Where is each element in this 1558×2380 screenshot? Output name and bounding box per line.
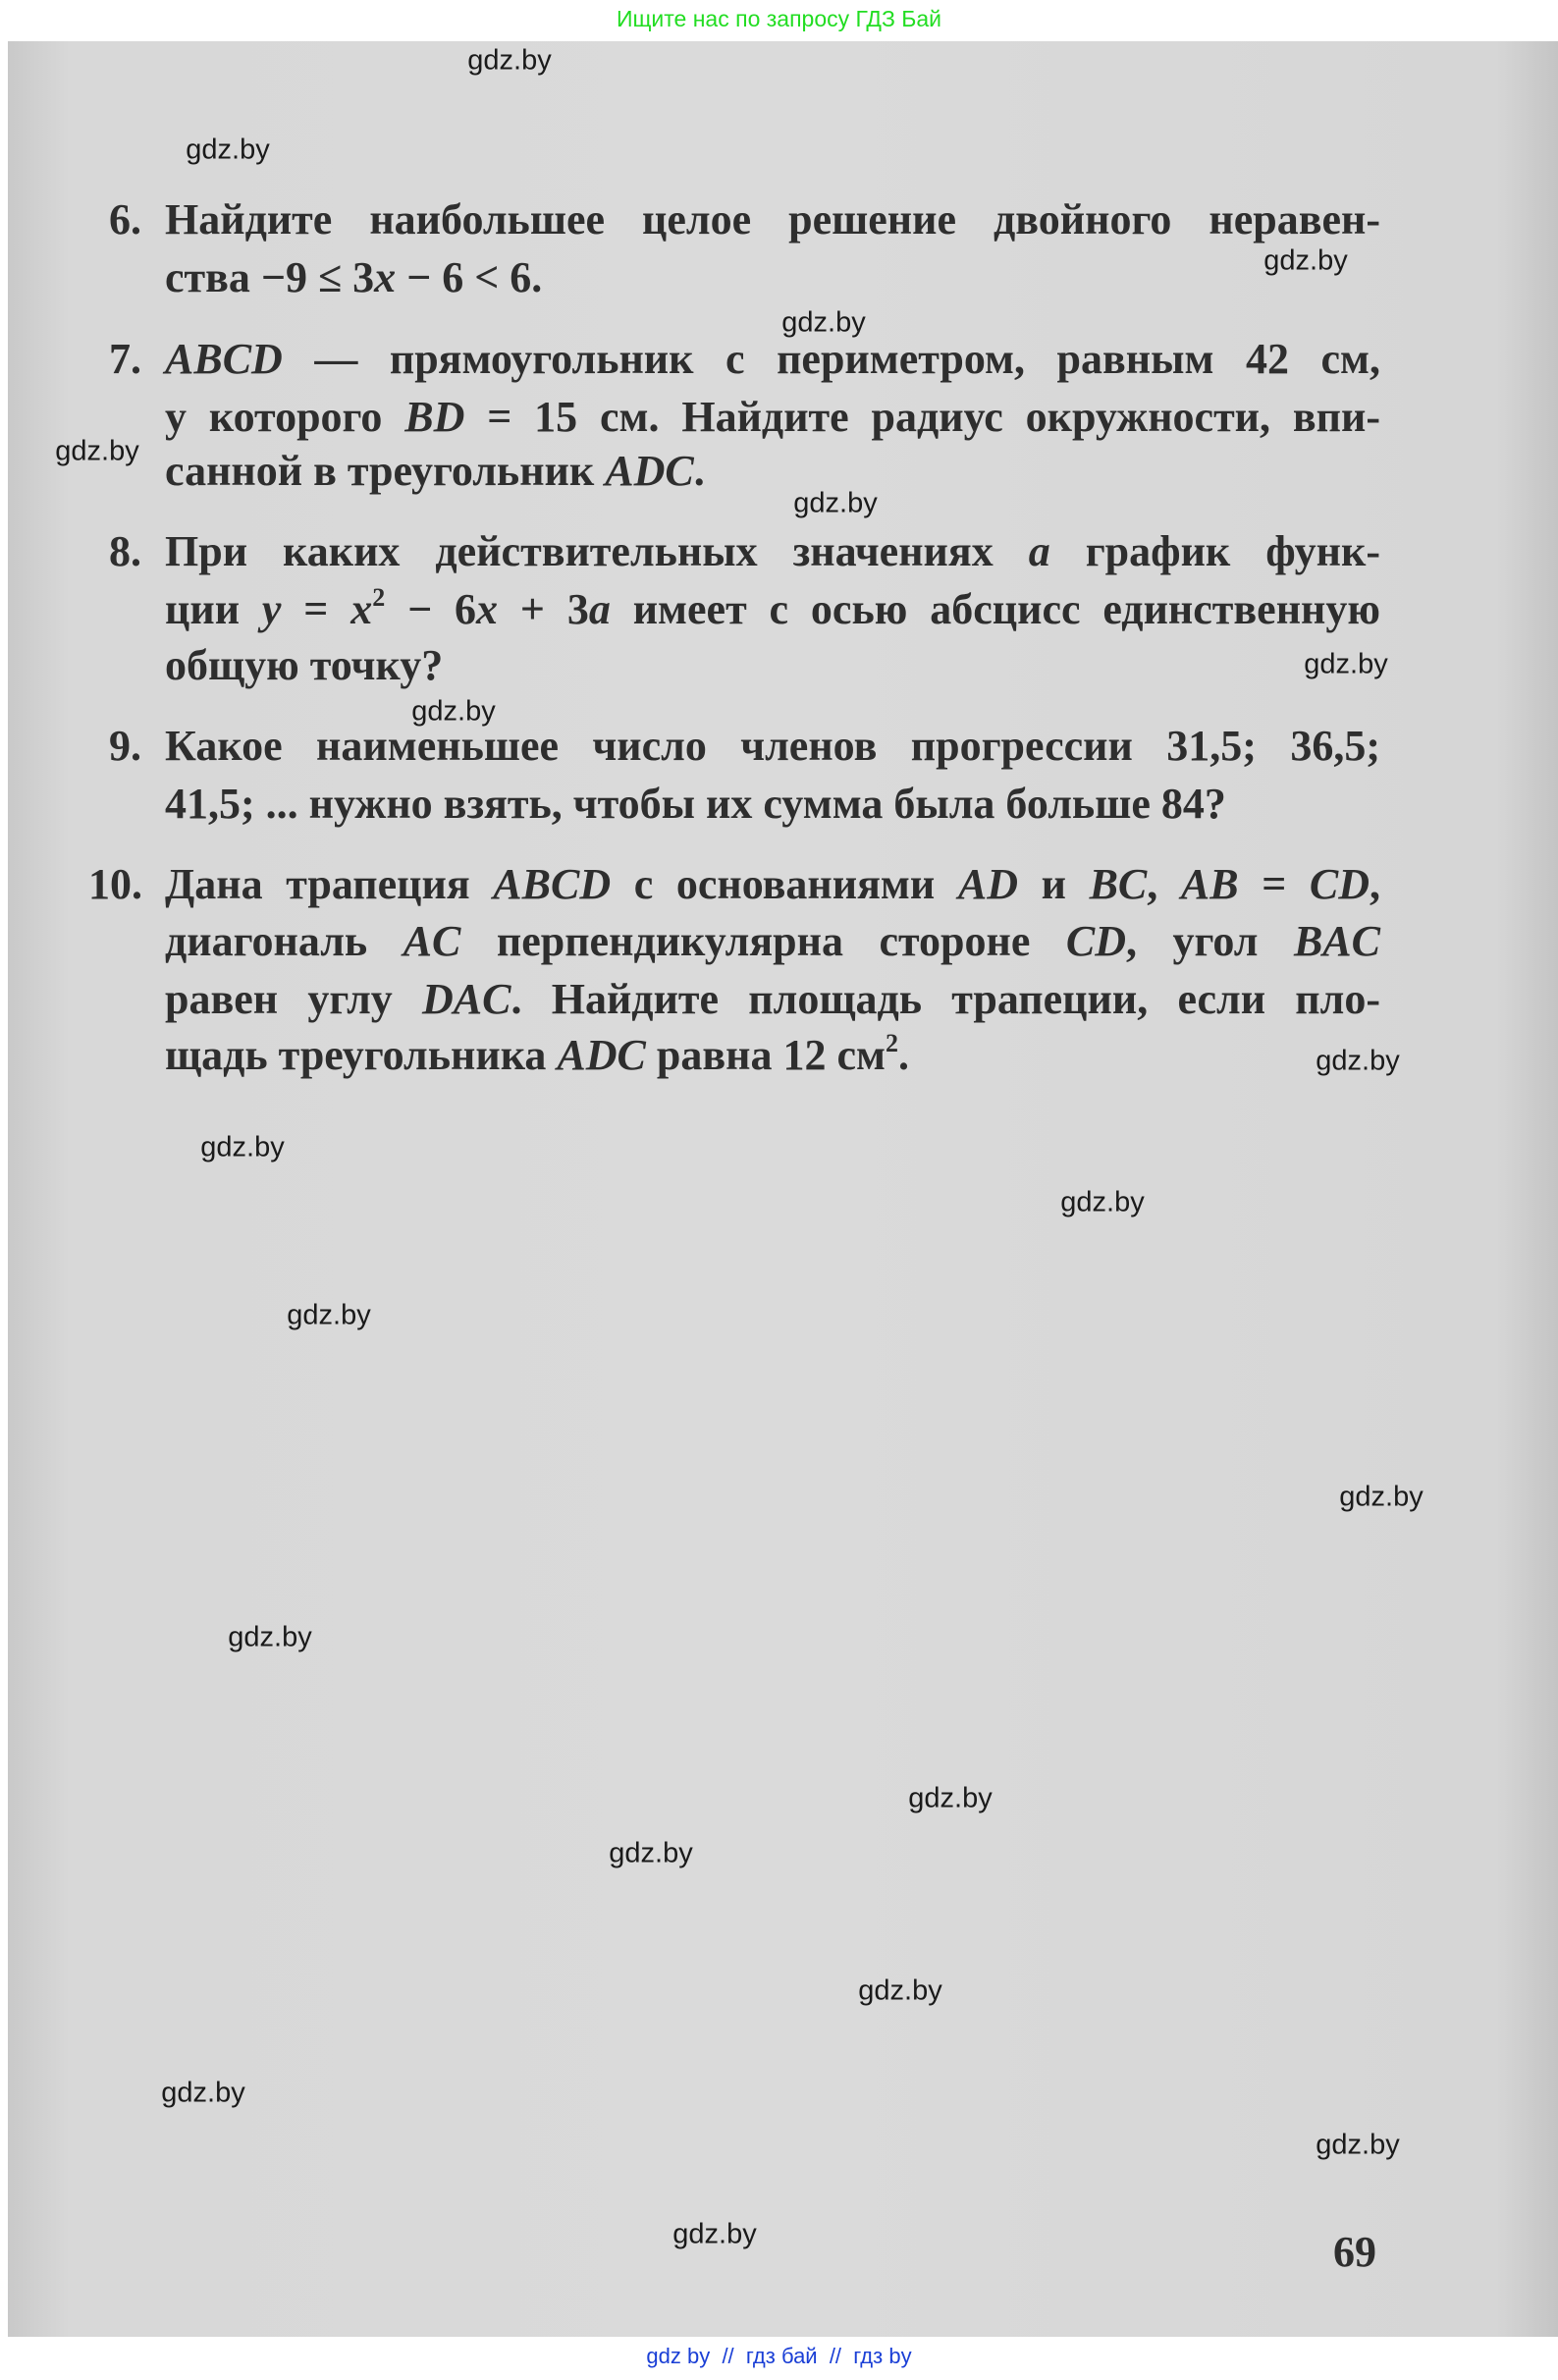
math-variable: AB [1180, 860, 1239, 908]
watermark-text: gdz.by [793, 487, 878, 519]
text-segment: . Найдите площадь трапеции, если пло- [510, 975, 1380, 1023]
problem-text-line [165, 638, 1380, 693]
problem-text-line [165, 444, 1380, 499]
math-variable: CD [1309, 860, 1370, 908]
problem-text-line [165, 972, 1380, 1027]
math-variable: ADC [557, 1031, 646, 1079]
textbook-page [8, 41, 1558, 2337]
math-variable: x [374, 253, 397, 301]
superscript: 2 [372, 583, 386, 612]
math-variable: CD [1065, 917, 1126, 965]
text-segment: + 3 [498, 585, 589, 633]
text-segment: При каких действительных значениях [165, 527, 1029, 575]
text-segment: имеет с осью абсцисс единственную [610, 585, 1381, 633]
problem-number: 7. [109, 335, 141, 383]
search-banner[interactable]: Ищите нас по запросу ГДЗ Бай [616, 6, 942, 31]
problem-text-line [165, 914, 1380, 969]
watermark-text: gdz.by [781, 306, 866, 339]
text-segment: общую точку? [165, 641, 444, 689]
math-variable: AC [403, 917, 461, 965]
math-variable: DAC [422, 975, 511, 1023]
text-segment: и [1017, 860, 1090, 908]
watermark-text: gdz.by [1263, 244, 1348, 277]
watermark-text: gdz.by [186, 134, 270, 166]
text-segment: Дана трапеция [165, 860, 494, 908]
text-segment: . [897, 1031, 909, 1079]
math-variable: AD [957, 860, 1018, 908]
text-segment: перпендикулярна стороне [460, 917, 1066, 965]
math-variable: x [476, 585, 499, 633]
problem-text-line [165, 719, 1380, 774]
watermark-text: gdz.by [1339, 1481, 1424, 1513]
text-segment: − 6 < 6. [396, 253, 543, 301]
text-segment: , [1370, 860, 1381, 908]
text-segment: щадь треугольника [165, 1031, 558, 1079]
text-segment: Какое наименьшее число членов прогрессии 31,5; 36,5; [165, 722, 1380, 770]
watermark-text: gdz.by [908, 1782, 993, 1814]
problem-text-line [165, 390, 1380, 445]
watermark-text: gdz.by [1316, 2129, 1400, 2161]
math-variable: a [1028, 527, 1050, 575]
text-segment: − 6 [385, 585, 477, 633]
problem-text-line [165, 192, 1380, 247]
watermark-text: gdz.by [672, 2218, 757, 2250]
math-variable: ADC [605, 447, 694, 495]
problem-text-line [165, 524, 1380, 579]
text-segment: равен углу [165, 975, 423, 1023]
text-segment: с основаниями [611, 860, 958, 908]
footer-links[interactable]: gdz by // гдз бай // гдз by [646, 2344, 912, 2368]
problem-text-line [165, 857, 1380, 912]
text-segment: диагональ [165, 917, 403, 965]
text-segment: график функ- [1049, 527, 1380, 575]
problem-text-line [165, 332, 1380, 387]
text-segment: ции [165, 585, 262, 633]
problem-number: 6. [109, 195, 141, 243]
problem-number: 10. [88, 860, 142, 908]
problem-text-line [165, 582, 1380, 637]
problem-number: 8. [109, 527, 141, 575]
watermark-text: gdz.by [287, 1299, 371, 1331]
text-segment: ства −9 ≤ 3 [165, 253, 375, 301]
math-variable: BAC [1293, 917, 1380, 965]
page-number: 69 [1333, 2228, 1376, 2276]
watermark-text: gdz.by [1304, 648, 1388, 680]
math-variable: BD [404, 393, 465, 441]
watermark-text: gdz.by [467, 44, 552, 77]
text-segment: . [693, 447, 705, 495]
watermark-text: gdz.by [200, 1131, 285, 1163]
math-variable: x [350, 585, 373, 633]
math-variable: y [261, 585, 282, 633]
text-segment: равна 12 см [645, 1031, 886, 1079]
text-segment: санной в треугольник [165, 447, 606, 495]
text-segment: 41,5; ... нужно взять, чтобы их сумма была больше 84? [165, 780, 1226, 828]
text-segment: — прямоугольник с периметром, равным 42 см, [282, 335, 1380, 383]
watermark-text: gdz.by [161, 2077, 245, 2109]
problem-text-line [165, 250, 1380, 305]
problem-text-line [165, 1028, 1380, 1083]
text-segment: у которого [165, 393, 405, 441]
math-variable: a [588, 585, 611, 633]
problem-text-line [165, 777, 1380, 832]
math-variable: BC [1089, 860, 1148, 908]
math-variable: ABCD [165, 335, 283, 383]
math-variable: ABCD [493, 860, 612, 908]
watermark-text: gdz.by [1316, 1045, 1400, 1077]
text-segment: , угол [1126, 917, 1294, 965]
text-segment: = 15 см. Найдите радиус окружности, впи- [464, 393, 1380, 441]
text-segment: = [281, 585, 351, 633]
watermark-text: gdz.by [228, 1621, 312, 1653]
text-segment: Найдите наибольшее целое решение двойного неравен- [165, 195, 1380, 243]
watermark-text: gdz.by [55, 435, 139, 467]
superscript: 2 [885, 1029, 898, 1057]
watermark-text: gdz.by [858, 1974, 942, 2007]
watermark-text: gdz.by [609, 1837, 693, 1869]
text-segment: = [1238, 860, 1310, 908]
text-segment: , [1147, 860, 1181, 908]
watermark-text: gdz.by [411, 695, 496, 728]
problem-number: 9. [109, 722, 141, 770]
watermark-text: gdz.by [1060, 1186, 1145, 1218]
